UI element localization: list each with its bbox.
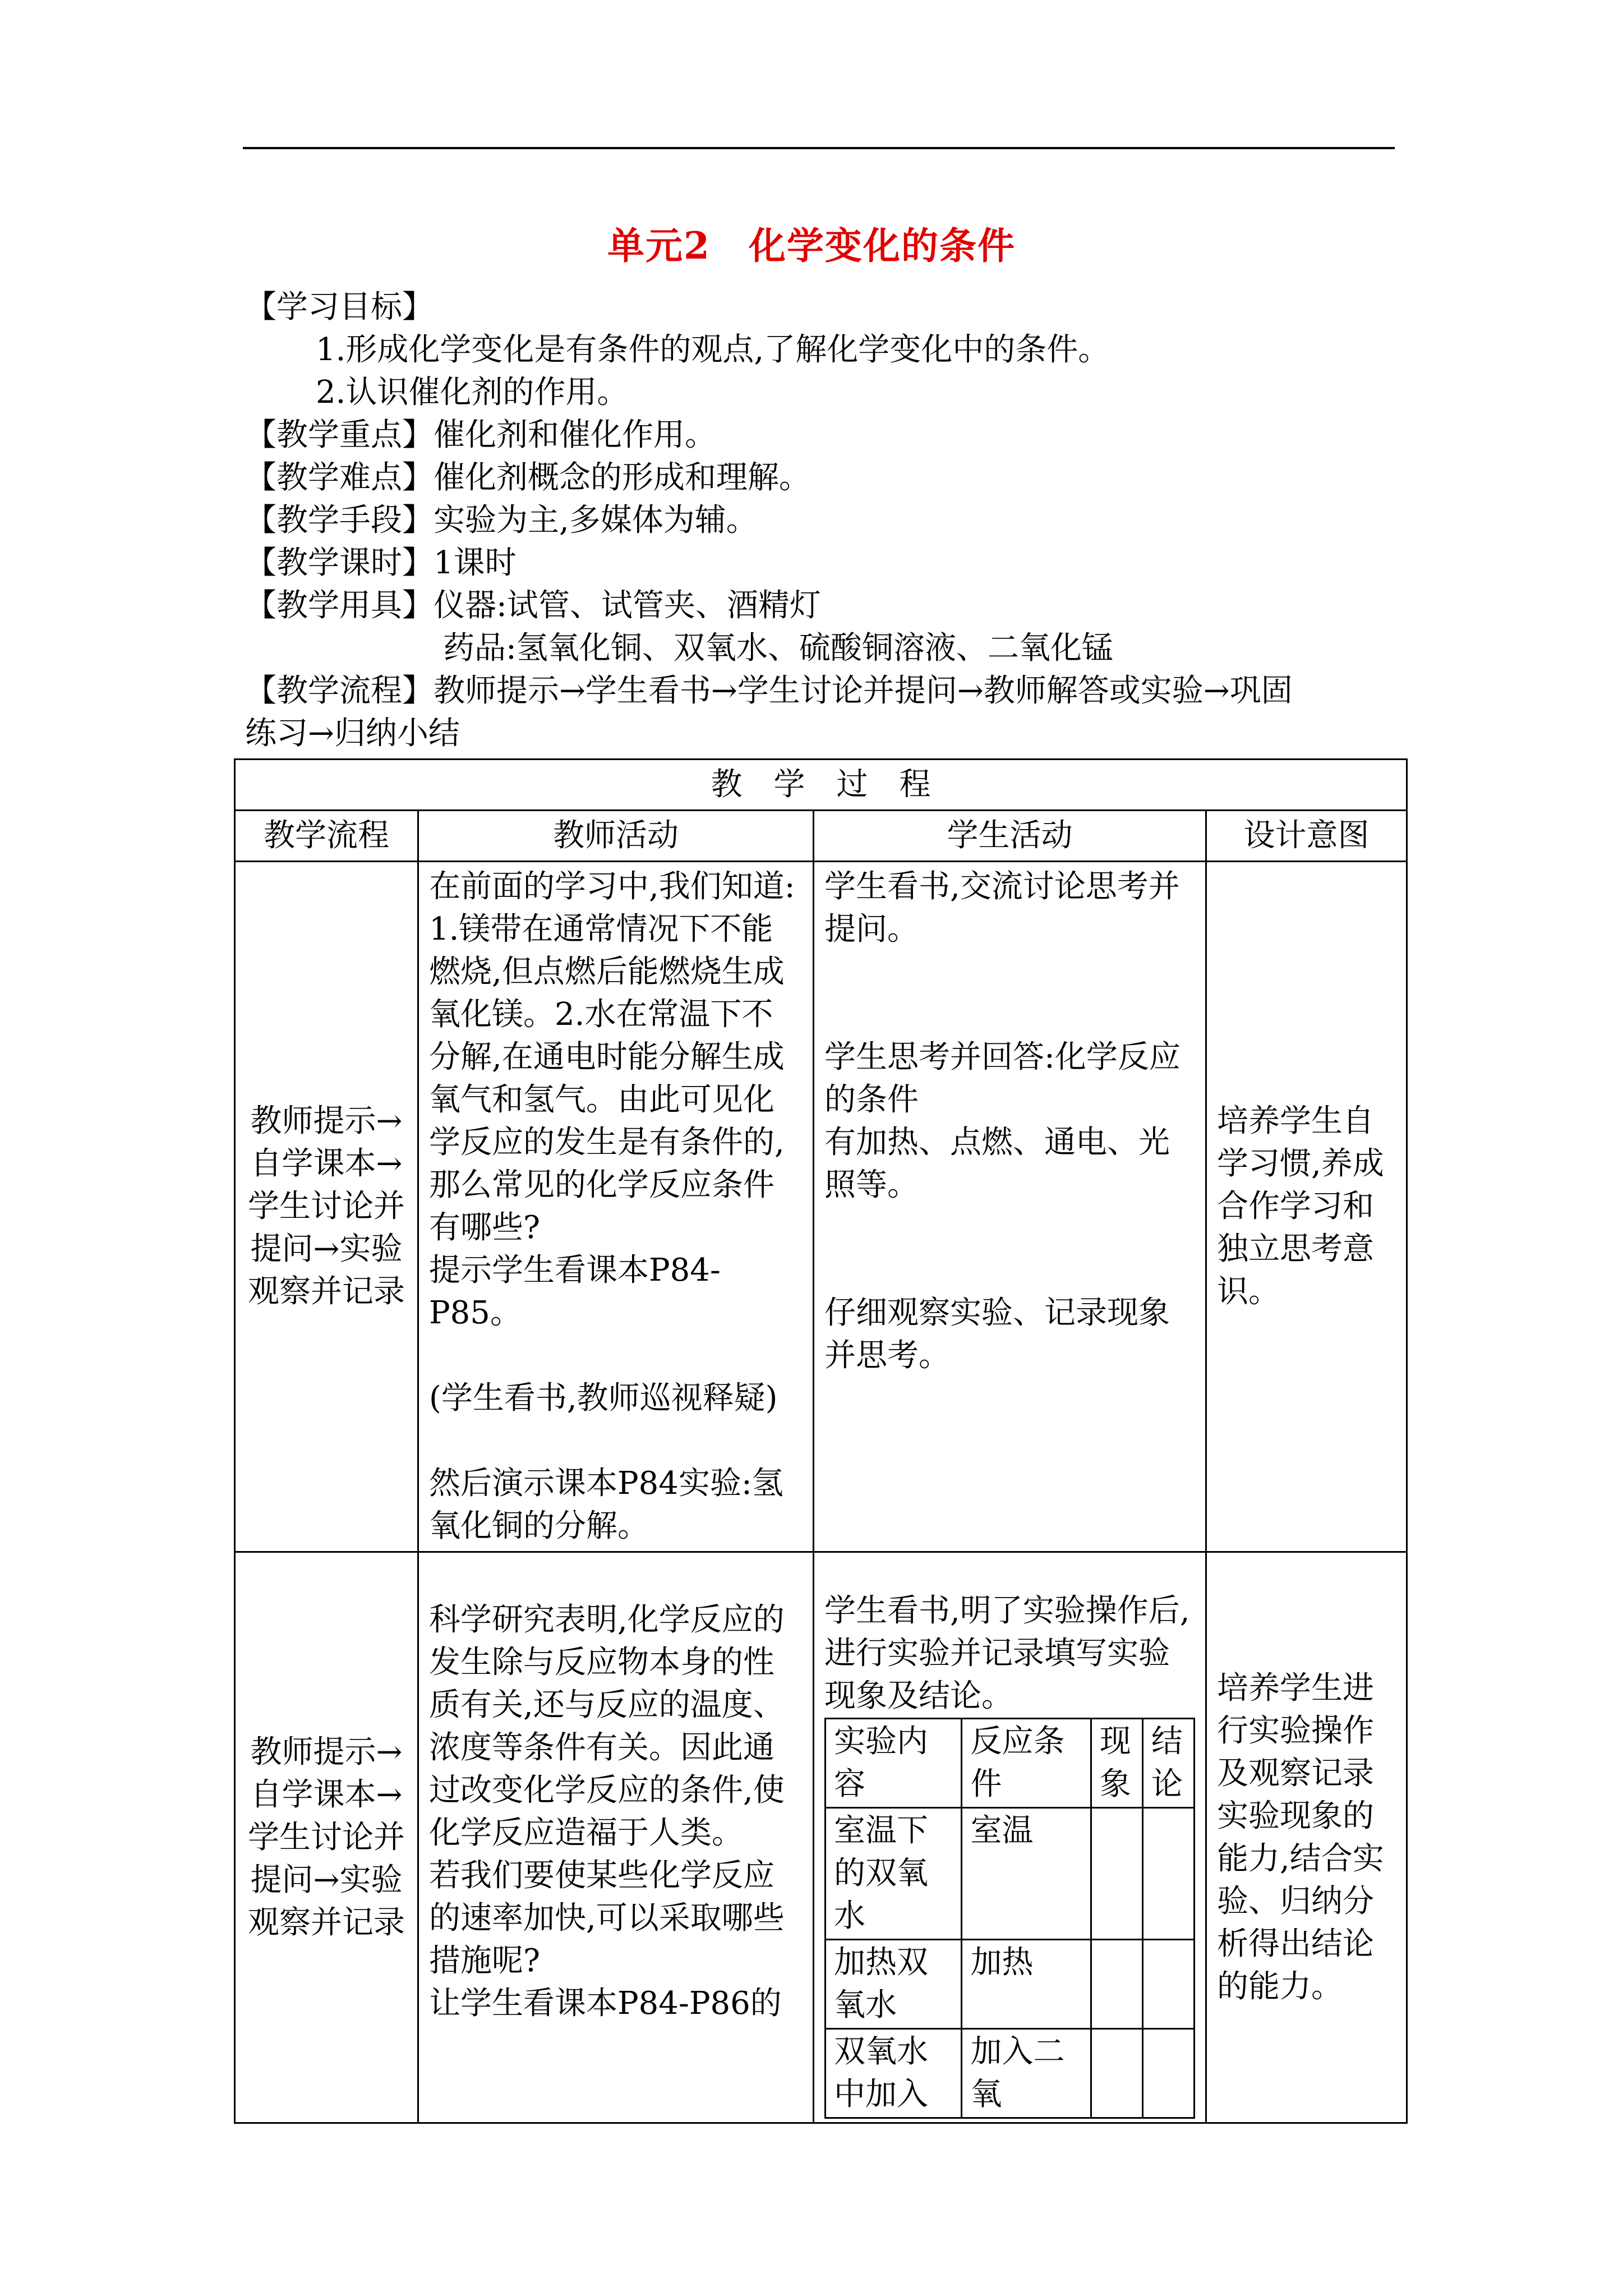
inner-cell: 加入二氧 bbox=[962, 2029, 1091, 2118]
table-row bbox=[235, 862, 1407, 1552]
row1-teacher-p4: (学生看书,教师巡视释疑) bbox=[429, 1380, 778, 1416]
row1-student-p2: 学生思考并回答:化学反应的条件 bbox=[824, 1039, 1181, 1118]
table-row bbox=[826, 1808, 1195, 1940]
table-row bbox=[826, 1940, 1195, 2029]
row1-teacher-p5: 然后演示课本P84实验:氢氧化铜的分解。 bbox=[429, 1465, 783, 1544]
inner-cell bbox=[1091, 1808, 1142, 1940]
objectives-label: 【学习目标】 bbox=[245, 289, 434, 325]
col-header-intent: 设计意图 bbox=[1206, 811, 1407, 862]
inner-cell bbox=[1091, 1940, 1142, 2029]
teaching-hours: 【教学课时】1课时 bbox=[245, 545, 517, 581]
top-rule bbox=[243, 147, 1395, 149]
objective-2: 2.认识催化剂的作用。 bbox=[316, 374, 629, 411]
teaching-tools: 【教学用具】仪器:试管、试管夹、酒精灯 bbox=[245, 587, 821, 624]
teaching-reagents: 药品:氢氧化铜、双氧水、硫酸铜溶液、二氧化锰 bbox=[443, 630, 1113, 666]
row2-teacher-p3: 让学生看课本P84-P86的 bbox=[429, 1985, 782, 2022]
table-caption-row bbox=[235, 760, 1407, 811]
inner-cell bbox=[1142, 2029, 1194, 2118]
inner-cell bbox=[1142, 1940, 1194, 2029]
row2-flow: 教师提示→自学课本→学生讨论并提问→实验观察并记录 bbox=[235, 1552, 418, 2123]
inner-cell: 室温 bbox=[962, 1808, 1091, 1940]
inner-header-content: 实验内容 bbox=[826, 1719, 962, 1808]
table-caption: 教 学 过 程 bbox=[235, 760, 1407, 811]
objective-1: 1.形成化学变化是有条件的观点,了解化学变化中的条件。 bbox=[316, 332, 1110, 368]
process-table bbox=[234, 758, 1408, 2124]
row2-student-p1: 学生看书,明了实验操作后,进行实验并记录填写实验现象及结论。 bbox=[824, 1593, 1190, 1714]
row2-intent: 培养学生进行实验操作及观察记录实验现象的能力,结合实验、归纳分析得出结论的能力。 bbox=[1206, 1552, 1407, 2123]
row1-student-p1: 学生看书,交流讨论思考并提问。 bbox=[824, 868, 1180, 947]
inner-header-phenomenon: 现象 bbox=[1091, 1719, 1142, 1808]
row1-student bbox=[814, 862, 1206, 1552]
row2-teacher-p2: 若我们要使某些化学反应的速率加快,可以采取哪些措施呢? bbox=[429, 1857, 785, 1979]
inner-cell bbox=[1091, 2029, 1142, 2118]
teaching-means: 【教学手段】实验为主,多媒体为辅。 bbox=[245, 502, 758, 539]
row1-teacher-p3: 提示学生看课本P84-P85。 bbox=[429, 1252, 721, 1331]
teaching-flow-cont: 练习→归纳小结 bbox=[245, 715, 460, 752]
inner-cell bbox=[1142, 1808, 1194, 1940]
key-point: 【教学重点】催化剂和催化作用。 bbox=[245, 417, 716, 453]
row2-teacher bbox=[418, 1552, 814, 2123]
inner-cell: 室温下的双氧水 bbox=[826, 1808, 962, 1940]
inner-cell: 双氧水中加入 bbox=[826, 2029, 962, 2118]
row1-flow: 教师提示→自学课本→学生讨论并提问→实验观察并记录 bbox=[235, 862, 418, 1552]
row2-student bbox=[814, 1552, 1206, 2123]
inner-header-condition: 反应条件 bbox=[962, 1719, 1091, 1808]
table-header-row bbox=[235, 811, 1407, 862]
row1-student-p3: 有加热、点燃、通电、光照等。 bbox=[824, 1124, 1170, 1203]
inner-cell: 加热双氧水 bbox=[826, 1940, 962, 2029]
col-header-flow: 教学流程 bbox=[235, 811, 418, 862]
row2-teacher-p1: 科学研究表明,化学反应的发生除与反应物本身的性质有关,还与反应的温度、浓度等条件有关。因此通过改变化学反应的条件,使化学反应造福于人类。 bbox=[429, 1602, 785, 1851]
table-row bbox=[235, 1552, 1407, 2123]
page-title: 单元2 化学变化的条件 bbox=[607, 224, 1016, 268]
teaching-flow: 【教学流程】教师提示→学生看书→学生讨论并提问→教师解答或实验→巩固 bbox=[245, 673, 1293, 709]
inner-header-row bbox=[826, 1719, 1195, 1808]
col-header-teacher: 教师活动 bbox=[418, 811, 814, 862]
row1-teacher bbox=[418, 862, 814, 1552]
col-header-student: 学生活动 bbox=[814, 811, 1206, 862]
experiment-record-table bbox=[824, 1718, 1195, 2119]
inner-cell: 加热 bbox=[962, 1940, 1091, 2029]
row1-intent: 培养学生自学习惯,养成合作学习和独立思考意识。 bbox=[1206, 862, 1407, 1552]
table-row bbox=[826, 2029, 1195, 2118]
difficulty: 【教学难点】催化剂概念的形成和理解。 bbox=[245, 459, 810, 496]
row1-teacher-p2: 1.镁带在通常情况下不能燃烧,但点燃后能燃烧生成氧化镁。2.水在常温下不分解,在通电时能分解生成氧气和氢气。由此可见化学反应的发生是有条件的,那么常见的化学反应条件有哪些? bbox=[429, 911, 785, 1246]
row1-teacher-p1: 在前面的学习中,我们知道: bbox=[429, 868, 795, 905]
inner-header-conclusion: 结论 bbox=[1142, 1719, 1194, 1808]
row1-student-p4: 仔细观察实验、记录现象并思考。 bbox=[824, 1295, 1170, 1374]
